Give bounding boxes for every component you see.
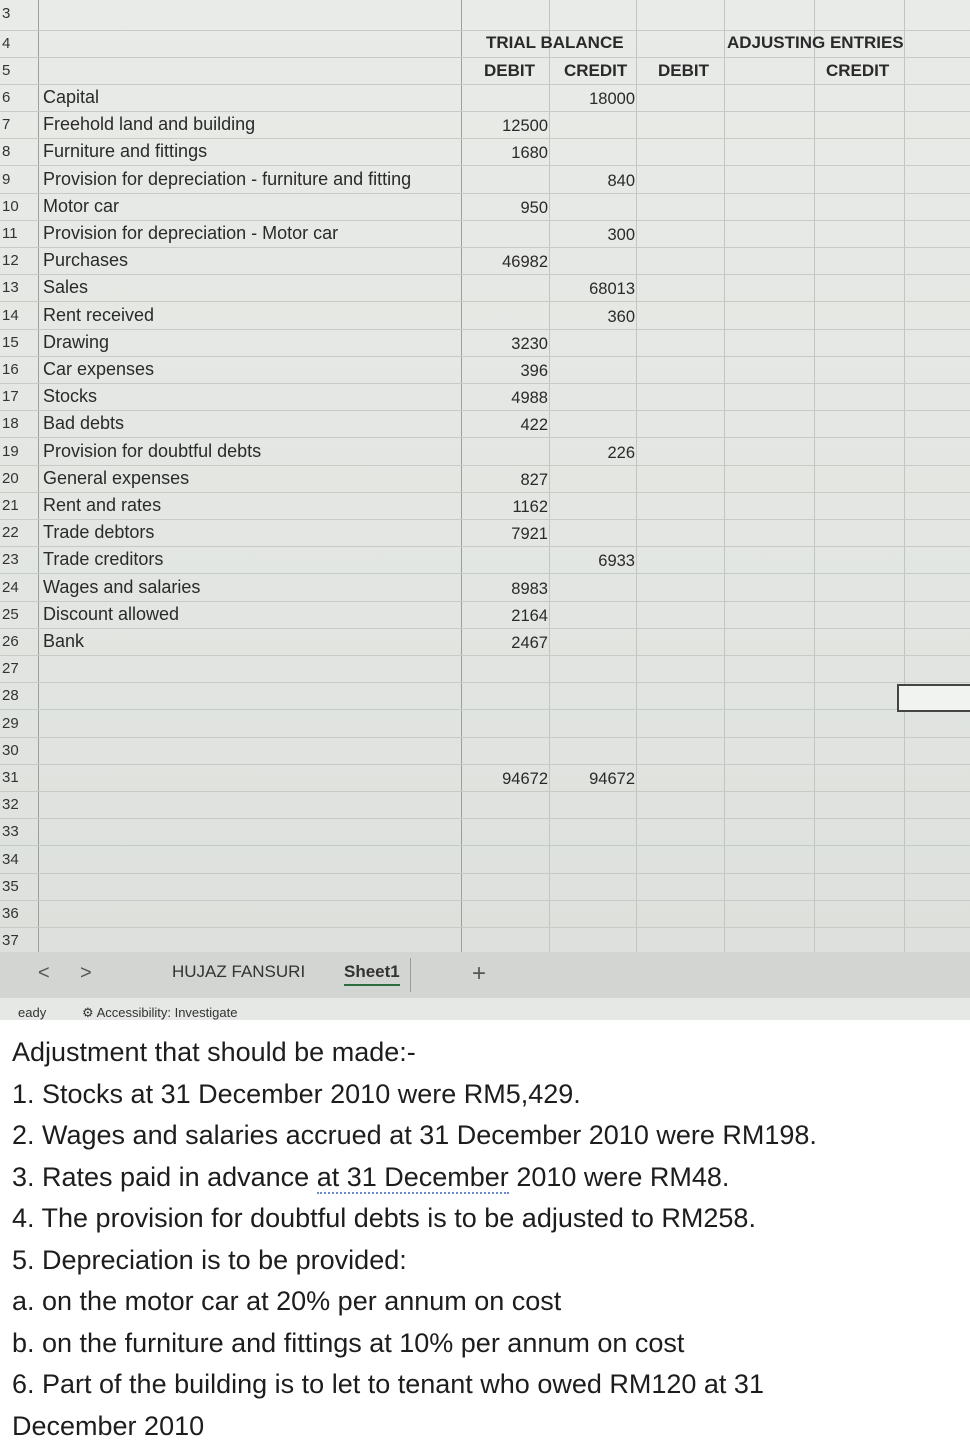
debit-cell[interactable] bbox=[466, 791, 548, 818]
row-number: 10 bbox=[2, 197, 19, 215]
credit-cell[interactable]: 68013 bbox=[589, 280, 635, 299]
table-row bbox=[0, 111, 970, 139]
table-row bbox=[0, 519, 970, 547]
credit-cell[interactable] bbox=[550, 791, 635, 818]
credit-cell[interactable] bbox=[550, 356, 635, 383]
table-row bbox=[0, 274, 970, 302]
account-name-cell[interactable]: Purchases bbox=[43, 250, 129, 271]
table-row bbox=[0, 737, 970, 765]
debit-cell[interactable] bbox=[466, 818, 548, 845]
account-name-cell[interactable]: Freehold land and building bbox=[43, 114, 256, 135]
debit-cell[interactable] bbox=[466, 438, 548, 465]
accessibility-label: Accessibility: Investigate bbox=[96, 1005, 238, 1020]
adj-debit-header: DEBIT bbox=[658, 61, 709, 80]
adjustment-item bbox=[12, 1157, 962, 1199]
tab-hujaz-fansuri[interactable]: HUJAZ FANSURI bbox=[172, 962, 306, 981]
table-row bbox=[0, 601, 970, 629]
debit-cell[interactable] bbox=[466, 682, 548, 709]
debit-cell[interactable]: 46982 bbox=[502, 253, 548, 272]
credit-header: CREDIT bbox=[564, 61, 628, 80]
table-row bbox=[0, 84, 970, 112]
table-row bbox=[0, 682, 970, 710]
debit-cell[interactable]: 422 bbox=[520, 416, 548, 435]
credit-cell[interactable] bbox=[550, 492, 635, 519]
status-ready: eady bbox=[18, 1005, 47, 1020]
prev-sheet-arrow-icon[interactable]: < bbox=[38, 962, 50, 984]
selected-cell[interactable] bbox=[897, 684, 970, 712]
row-number: 30 bbox=[2, 741, 19, 759]
credit-cell[interactable] bbox=[550, 818, 635, 845]
row-number: 13 bbox=[2, 279, 19, 297]
table-row bbox=[0, 818, 970, 846]
debit-cell[interactable] bbox=[466, 900, 548, 927]
debit-cell[interactable] bbox=[466, 655, 548, 682]
row-number: 37 bbox=[2, 932, 19, 950]
credit-cell[interactable] bbox=[550, 873, 635, 900]
row-number: 17 bbox=[2, 388, 19, 406]
row-number: 8 bbox=[2, 143, 11, 161]
table-row bbox=[0, 465, 970, 493]
row-number: 36 bbox=[2, 905, 19, 922]
adjustment-item: December 2010 bbox=[12, 1410, 205, 1441]
table-row bbox=[0, 927, 970, 955]
credit-cell[interactable]: 18000 bbox=[589, 90, 635, 108]
table-row bbox=[0, 655, 970, 683]
row-number: 23 bbox=[2, 551, 19, 569]
table-row bbox=[0, 846, 970, 874]
account-name-cell[interactable]: Motor car bbox=[43, 195, 120, 216]
row-number: 22 bbox=[2, 524, 19, 542]
row-number: 27 bbox=[2, 660, 19, 678]
adj-credit-header: CREDIT bbox=[826, 61, 890, 80]
row-number: 29 bbox=[2, 714, 19, 732]
row-number: 14 bbox=[2, 306, 19, 324]
table-row bbox=[0, 138, 970, 166]
credit-cell[interactable] bbox=[550, 927, 635, 954]
row-number: 21 bbox=[2, 497, 19, 514]
account-name-cell[interactable]: Rent and rates bbox=[43, 495, 162, 515]
debit-cell[interactable] bbox=[466, 220, 548, 247]
debit-cell[interactable] bbox=[466, 873, 548, 900]
adjustments-text bbox=[12, 1032, 962, 1447]
credit-cell[interactable] bbox=[550, 710, 635, 737]
credit-cell[interactable] bbox=[550, 682, 635, 709]
credit-cell[interactable] bbox=[550, 519, 635, 546]
debit-cell[interactable] bbox=[466, 710, 548, 737]
table-row bbox=[0, 764, 970, 792]
debit-cell[interactable] bbox=[466, 84, 548, 111]
trial-balance-header: TRIAL BALANCE bbox=[486, 33, 624, 52]
table-row bbox=[0, 302, 970, 330]
table-row bbox=[0, 873, 970, 901]
adjustment-item: b. on the furniture and fittings at 10% per annum on cost bbox=[12, 1327, 685, 1358]
row-number: 18 bbox=[2, 415, 19, 433]
debit-cell[interactable] bbox=[466, 846, 548, 873]
debit-cell[interactable]: 4988 bbox=[511, 389, 548, 408]
account-name-cell[interactable]: Trade creditors bbox=[43, 549, 164, 570]
account-name-cell[interactable]: Trade debtors bbox=[43, 522, 155, 543]
credit-cell[interactable] bbox=[550, 737, 635, 764]
sheet-row bbox=[0, 0, 970, 31]
add-sheet-icon[interactable]: + bbox=[472, 960, 487, 987]
debit-cell[interactable] bbox=[466, 927, 548, 954]
credit-cell[interactable] bbox=[550, 329, 635, 356]
account-name-cell[interactable]: Provision for depreciation - furniture and fitting bbox=[43, 168, 412, 189]
row-number: 26 bbox=[2, 633, 19, 650]
adjustment-item: 6. Part of the building is to let to tenant who owed RM120 at 31 bbox=[12, 1369, 764, 1399]
row-number: 4 bbox=[2, 35, 11, 52]
credit-cell[interactable] bbox=[550, 111, 635, 138]
table-row bbox=[0, 438, 970, 466]
table-row bbox=[0, 166, 970, 194]
credit-cell[interactable] bbox=[550, 383, 635, 410]
debit-cell[interactable]: 7921 bbox=[511, 525, 548, 544]
account-name-cell[interactable]: Furniture and fittings bbox=[43, 141, 208, 162]
debit-cell[interactable]: 1680 bbox=[511, 144, 548, 163]
account-name-cell[interactable]: Provision for depreciation - Motor car bbox=[43, 223, 339, 243]
row-number: 15 bbox=[2, 333, 19, 351]
adjustments-title: Adjustment that should be made:- bbox=[12, 1037, 416, 1067]
debit-cell[interactable] bbox=[466, 546, 548, 573]
adjusting-entries-header: ADJUSTING ENTRIES bbox=[727, 33, 904, 52]
credit-cell[interactable] bbox=[550, 628, 635, 655]
row-number: 12 bbox=[2, 252, 19, 270]
credit-cell[interactable] bbox=[550, 846, 635, 873]
sheet-tab-bar bbox=[0, 952, 970, 998]
credit-cell[interactable] bbox=[550, 193, 635, 220]
credit-cell[interactable]: 360 bbox=[607, 307, 635, 326]
row-number: 19 bbox=[2, 442, 19, 460]
table-row bbox=[0, 410, 970, 438]
credit-cell[interactable] bbox=[550, 465, 635, 492]
adjustment-item-text: 3. Rates paid in advance at 31 December 2010 were RM48. bbox=[12, 1161, 730, 1192]
table-row bbox=[0, 628, 970, 656]
table-row bbox=[0, 356, 970, 384]
row-number: 16 bbox=[2, 361, 19, 378]
next-sheet-arrow-icon[interactable]: > bbox=[80, 962, 92, 984]
row-number: 3 bbox=[2, 5, 11, 22]
credit-cell[interactable]: 226 bbox=[607, 443, 635, 462]
adjustment-item: 2. Wages and salaries accrued at 31 December 2010 were RM198. bbox=[12, 1120, 817, 1150]
credit-cell[interactable]: 300 bbox=[607, 226, 635, 244]
adjustment-item: a. on the motor car at 20% per annum on cost bbox=[12, 1286, 562, 1316]
debit-cell[interactable]: 1162 bbox=[512, 498, 548, 516]
tab-sheet1[interactable]: Sheet1 bbox=[344, 962, 400, 986]
row-number: 9 bbox=[2, 170, 11, 188]
row-number: 25 bbox=[2, 605, 19, 623]
debit-cell[interactable]: 2467 bbox=[511, 634, 548, 652]
accessibility-icon: ⚙ bbox=[82, 1005, 94, 1020]
sheet-row bbox=[0, 30, 970, 58]
account-name-cell[interactable]: Discount allowed bbox=[43, 603, 180, 624]
row-number: 28 bbox=[2, 687, 19, 705]
debit-cell[interactable]: 396 bbox=[520, 362, 548, 380]
credit-cell[interactable] bbox=[550, 410, 635, 437]
account-name-cell[interactable]: General expenses bbox=[43, 467, 190, 488]
debit-cell[interactable]: 12500 bbox=[502, 117, 548, 136]
row-number: 20 bbox=[2, 469, 19, 487]
table-row bbox=[0, 383, 970, 411]
credit-cell[interactable]: 94672 bbox=[589, 770, 635, 788]
table-row bbox=[0, 220, 970, 248]
table-row bbox=[0, 247, 970, 275]
account-name-cell[interactable]: Bad debts bbox=[43, 413, 125, 434]
sheet-row bbox=[0, 57, 970, 85]
account-name-cell[interactable]: Drawing bbox=[43, 331, 110, 352]
table-row bbox=[0, 492, 970, 520]
debit-cell[interactable]: 3230 bbox=[511, 334, 548, 353]
accessibility-status[interactable] bbox=[82, 1005, 237, 1020]
row-number: 34 bbox=[2, 850, 19, 868]
table-row bbox=[0, 329, 970, 357]
account-name-cell[interactable]: Stocks bbox=[43, 386, 98, 407]
debit-cell[interactable]: 950 bbox=[520, 198, 548, 217]
account-name-cell[interactable]: Bank bbox=[43, 631, 85, 651]
account-name-cell[interactable]: Car expenses bbox=[43, 359, 155, 379]
credit-cell[interactable] bbox=[550, 247, 635, 274]
debit-cell[interactable] bbox=[466, 274, 548, 301]
credit-cell[interactable]: 840 bbox=[607, 171, 635, 190]
adjustment-item: 1. Stocks at 31 December 2010 were RM5,429. bbox=[12, 1078, 581, 1109]
row-number: 31 bbox=[2, 769, 19, 786]
debit-cell[interactable] bbox=[466, 737, 548, 764]
row-number: 35 bbox=[2, 877, 19, 895]
account-name-cell[interactable]: Capital bbox=[43, 87, 100, 107]
account-name-cell[interactable]: Rent received bbox=[43, 304, 155, 325]
tab-divider bbox=[410, 958, 411, 992]
debit-cell[interactable] bbox=[466, 302, 548, 329]
account-name-cell[interactable]: Provision for doubtful debts bbox=[43, 440, 262, 461]
row-number: 32 bbox=[2, 796, 19, 814]
row-number: 11 bbox=[2, 225, 18, 242]
debit-cell[interactable]: 2164 bbox=[511, 606, 548, 625]
debit-header: DEBIT bbox=[484, 61, 535, 80]
credit-cell[interactable] bbox=[550, 138, 635, 165]
credit-cell[interactable] bbox=[550, 601, 635, 628]
row-number: 33 bbox=[2, 823, 19, 841]
debit-cell[interactable]: 827 bbox=[520, 470, 548, 489]
table-row bbox=[0, 546, 970, 574]
table-row bbox=[0, 710, 970, 738]
table-row bbox=[0, 791, 970, 819]
adjustment-item: 5. Depreciation is to be provided: bbox=[12, 1244, 407, 1275]
account-name-cell[interactable]: Sales bbox=[43, 277, 89, 298]
row-number: 24 bbox=[2, 578, 19, 596]
credit-cell[interactable] bbox=[550, 900, 635, 927]
credit-cell[interactable] bbox=[550, 574, 635, 601]
debit-cell[interactable] bbox=[466, 166, 548, 193]
table-row bbox=[0, 193, 970, 221]
credit-cell[interactable]: 6933 bbox=[598, 552, 635, 571]
table-row bbox=[0, 574, 970, 602]
debit-cell[interactable]: 94672 bbox=[502, 770, 548, 788]
account-name-cell[interactable]: Wages and salaries bbox=[43, 576, 201, 597]
adjustment-item: 4. The provision for doubtful debts is to be adjusted to RM258. bbox=[12, 1203, 756, 1233]
row-number: 5 bbox=[2, 62, 11, 79]
debit-cell[interactable]: 8983 bbox=[511, 579, 548, 598]
credit-cell[interactable] bbox=[550, 655, 635, 682]
row-number: 6 bbox=[2, 89, 11, 106]
table-row bbox=[0, 900, 970, 928]
row-number: 7 bbox=[2, 116, 11, 134]
status-bar bbox=[0, 998, 970, 1020]
